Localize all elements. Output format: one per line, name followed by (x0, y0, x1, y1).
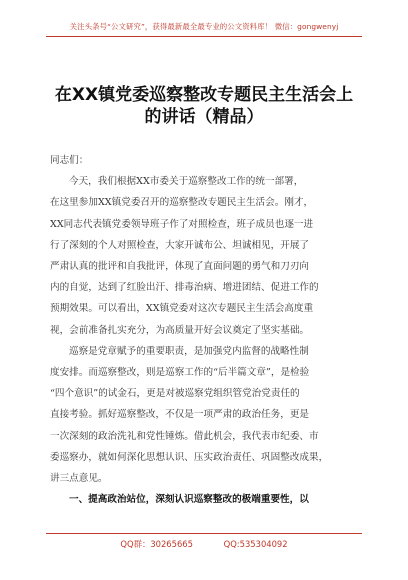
footer-divider (46, 533, 362, 534)
body-line: 在这里参加XX镇党委召开的巡察整改专题民主生活会。刚才， (50, 197, 314, 209)
body-line: 讲三点意见。 (50, 473, 108, 485)
title-line-1: 在XX镇党委巡察整改专题民主生活会上 (54, 85, 354, 105)
body-line: XX同志代表镇党委领导班子作了对照检查，班子成员也逐一进 (50, 218, 314, 230)
body-line: 今天，我们根据XX市委关于巡察整改工作的统一部署， (69, 176, 304, 188)
header-divider (46, 36, 362, 37)
footer-qq: QQ:535304092 (223, 539, 288, 549)
body-line: 度安排。而巡察整改，则是巡察工作的“后半篇文章”，是检验 (50, 367, 310, 379)
body-line: 视，会前准备扎实充分，为高质量开好会议奠定了坚实基础。 (50, 324, 310, 336)
body-line: 内的自觉，达到了红脸出汗、排毒治病、增进团结、促进工作的 (50, 282, 319, 294)
body-line: 严肃认真的批评和自我批评，体现了直面问题的勇气和刀刃向 (50, 261, 310, 273)
salutation: 同志们： (50, 155, 89, 166)
body-line: 行了深刻的个人对照检查，大家开诚布公、坦诚相见，开展了 (50, 239, 310, 251)
footer-qq-group: QQ群：30265665 (120, 539, 193, 549)
body-line: “四个意识”的试金石，更是对被巡察党组织管党治党责任的 (50, 388, 300, 400)
title-line-2: 的讲话（精品） (144, 107, 264, 127)
body-line: 委巡察办，就如何深化思想认识、压实政治责任、巩固整改成果， (50, 451, 329, 463)
body-line: 巡察是党章赋予的重要职责，是加强党内监督的战略性制 (69, 345, 309, 357)
body-line: 直接考验。抓好巡察整改，不仅是一项严肃的政治任务，更是 (50, 409, 310, 421)
body-line: 预期效果。可以看出，XX镇党委对这次专题民主生活会高度重 (50, 303, 314, 315)
body-line: 一次深刻的政治洗礼和党性锤炼。借此机会，我代表市纪委、市 (50, 430, 319, 442)
footer (0, 538, 408, 550)
section-heading: 一、提高政治站位，深刻认识巡察整改的极端重要性，以 (69, 494, 309, 506)
header-note: 关注头条号“公文研究”，获得最新最全最专业的公文资料库！ 微信：gongwenyj (69, 22, 339, 31)
document-body (50, 150, 358, 510)
document-title (40, 84, 368, 128)
